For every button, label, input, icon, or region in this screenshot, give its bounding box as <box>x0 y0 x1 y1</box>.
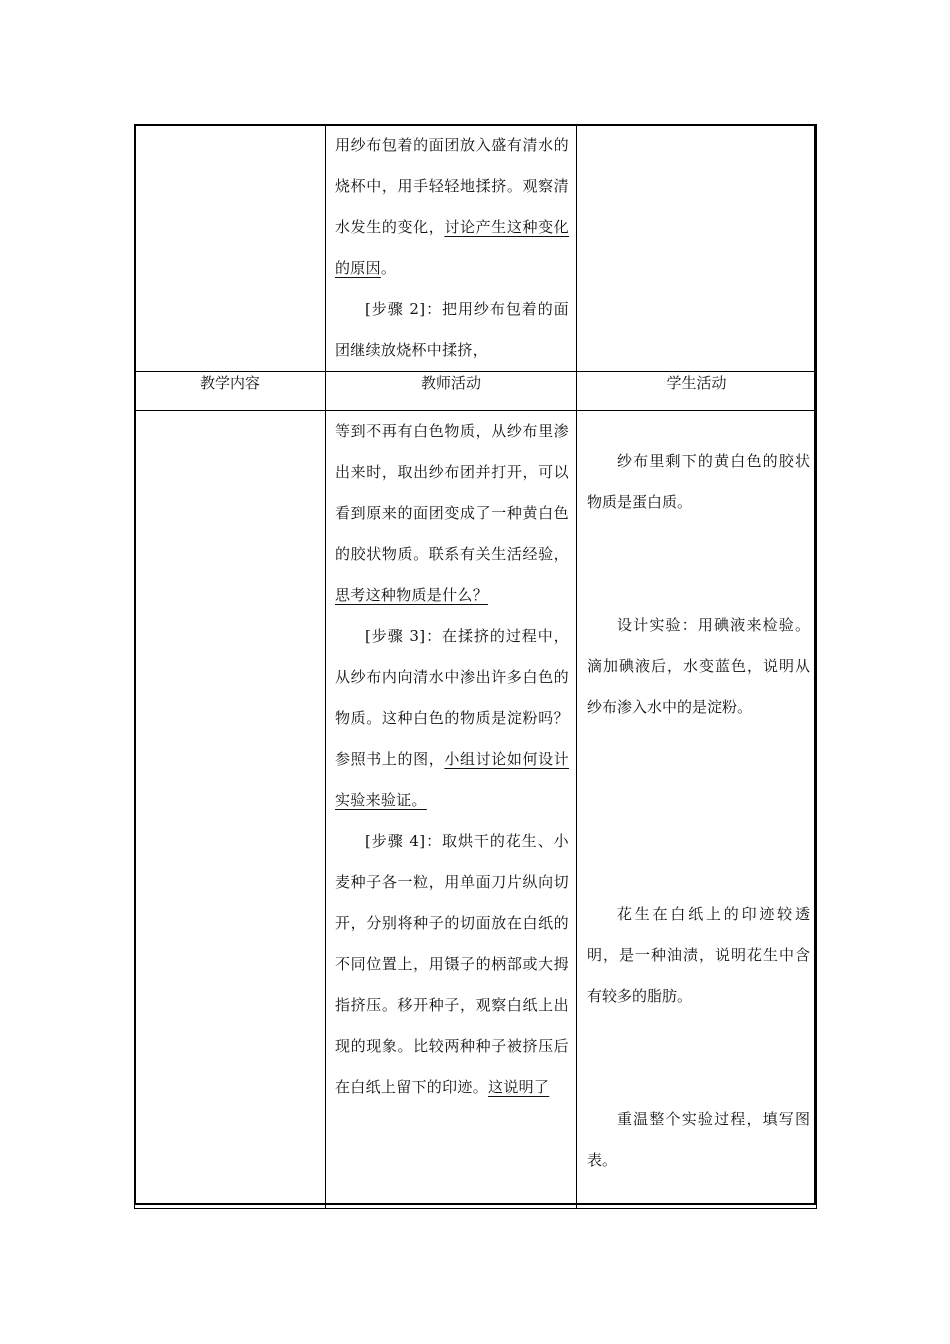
student-paragraph-1: 纱布里剩下的黄白色的胶状物质是蛋白质。 <box>587 452 810 511</box>
student-activity-cell-empty <box>577 125 817 372</box>
teacher-paragraph: 等到不再有白色物质，从纱布里渗出来时，取出纱布团并打开，可以看到原来的面团变成了一种黄白色的胶状物质。联系有关生活经验，思考这种物质是什么？ <box>335 422 569 604</box>
table-row-main <box>135 411 817 1209</box>
student-paragraph-4: 重温整个实验过程，填写图表。 <box>587 1110 810 1169</box>
content-cell-empty <box>135 125 326 372</box>
step-2-paragraph: [步骤 2]：把用纱布包着的面团继续放烧杯中揉挤， <box>335 300 569 359</box>
student-activity-cell <box>577 411 817 1209</box>
underlined-prompt: 小组讨论如何设计实验来验证。 <box>335 750 569 809</box>
header-student-activity: 学生活动 <box>577 372 817 411</box>
step-4-paragraph: [步骤 4]：取烘干的花生、小麦种子各一粒，用单面刀片纵向切开，分别将种子的切面放在白纸的不同位置上，用镊子的柄部或大拇指挤压。移开种子，观察白纸上出现的现象。比较两种种子被挤压后在白纸上留下的印迹。这说明了 <box>335 832 569 1096</box>
teacher-paragraph: 用纱布包着的面团放入盛有清水的烧杯中，用手轻轻地揉挤。观察清水发生的变化，讨论产生这种变化的原因。 <box>335 136 569 277</box>
underlined-prompt: 这说明了 <box>488 1078 550 1096</box>
header-teaching-content: 教学内容 <box>135 372 326 411</box>
student-paragraph-3: 花生在白纸上的印迹较透明，是一种油渍，说明花生中含有较多的脂肪。 <box>587 905 810 1005</box>
step-3-paragraph: [步骤 3]：在揉挤的过程中，从纱布内向清水中渗出许多白色的物质。这种白色的物质是淀粉吗？参照书上的图，小组讨论如何设计实验来验证。 <box>335 627 569 809</box>
underlined-prompt: 讨论产生这种变化的原因 <box>335 218 569 277</box>
table-row-continued <box>135 125 817 372</box>
teacher-activity-cell <box>326 411 577 1209</box>
teacher-activity-cell <box>326 125 577 372</box>
table-header-row <box>135 372 817 411</box>
header-teacher-activity: 教师活动 <box>326 372 577 411</box>
underlined-prompt: 思考这种物质是什么？ <box>335 586 489 604</box>
content-cell-empty <box>135 411 326 1209</box>
student-paragraph-2: 设计实验：用碘液来检验。滴加碘液后，水变蓝色，说明从纱布渗入水中的是淀粉。 <box>587 616 810 716</box>
lesson-plan-table <box>134 124 817 1209</box>
